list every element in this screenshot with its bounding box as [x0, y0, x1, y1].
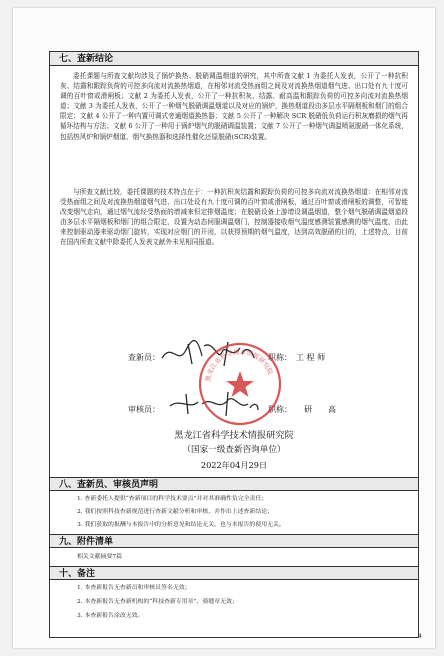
searcher-title: 工 程 师	[296, 353, 326, 362]
institute-name: 黑龙江省科学技术情报研究院	[174, 430, 294, 441]
remark-item: 2. 本查新报告无查新机构的“科技查新专用章”、骑缝章无效；	[77, 599, 238, 605]
section-9-heading: 九、附件清单	[50, 534, 418, 548]
reviewer-title: 研 高	[304, 405, 336, 414]
declaration-item: 2. 我们按照科技查新规范进行查新文献分析和审核，并作出上述查新结论；	[77, 509, 273, 515]
reviewer-label: 审核员：	[128, 405, 160, 414]
remark-item: 1. 本查新报告无查新员和审核员签名无效；	[77, 585, 191, 591]
attachment-item: 相关文献摘要7篇	[77, 554, 122, 560]
section-10-heading: 十、备注	[50, 566, 418, 580]
declaration-item: 1. 查新委托人提供“查新项目的科学技术要点”并对其准确性负完全责任；	[77, 496, 268, 502]
official-seal-stamp	[197, 341, 283, 427]
svg-text:黑龙江省科学技术情报研究院: 黑龙江省科学技术情报研究院	[203, 347, 275, 383]
reviewer-title-label: 职称：	[268, 405, 292, 414]
searcher-title-label: 职称：	[268, 353, 292, 362]
report-date: 2022年04月29日	[200, 460, 268, 470]
searcher-label: 查新员：	[128, 353, 160, 362]
conclusion-paragraph-1: 委托课题与所查文献均涉及了锅炉换热、脱硝调温烟道的研究，其中所查文献 1 为委托人发表，公开了一种抗积灰、结露和跟踪负荷的可控多向流对流换热烟道，在相邻对流受热面组之间及对流换热烟道烟气进、出口处有九十度可调的百叶窗或滑闸板；文献 2 为委托人发表，公开了一种抗积灰、结露、耐高温和跟踪负荷的可控多向流对流换热烟道；文献 3 为委托人发表，公开了一种烟气脱硝调温烟道以及对应的锅炉，换热烟道段由多层水平隔烟板和烟门的组合限定；文献 4 公开了一种内置可调式旁通烟道换热器；文献 5 公开了一种解决 SCR 脱硝低负荷运行积灰磨损的烟气再循环结构与方法；文献 6 公开了一种用于锅炉烟气的脱硝调温装置；文献 7 公开了一种烟气调温喷氨脱硝一体化系统，包括热风炉和锅炉烟道、烟气换热器和选择性催化还原脱硝(SCR)装置。	[60, 72, 408, 141]
conclusion-paragraph-2: 与所查文献比较，委托课题的技术特点在于：一种抗积灰结露和跟踪负荷的可控多向流对流换热烟道：在相邻对流受热面组之间及对流换热烟道烟气进、出口处设有九十度可调的百叶窗或滑闸板，通过百叶窗或滑闸板的调整，可智能改变烟气走向，通过烟气流经受热面的增减来恒定排烟温度；在脱硝设备上游增设调温烟道，整个烟气脱硝调温烟道段由多层水平隔烟板和烟门的组合限定，设置为动态伺服调温烟门，控制器接收烟气温度感测装置感测的烟气温度，由此来控制驱动器来驱动烟门旋转，实现对应烟门的开闭，以获得预期的烟气温度，达到高效脱硝的目的，上述特点，目前在国内所查文献中除委托人发表文献外未见相同报道。	[60, 188, 408, 247]
document-page	[13, 8, 435, 648]
institute-unit-type: （国家一级查新咨询单位）	[182, 445, 286, 455]
report-frame	[49, 51, 419, 638]
page-number: 4	[418, 633, 422, 640]
section-8-heading: 八、查新员、审核员声明	[50, 477, 418, 491]
section-7-heading: 七、查新结论	[50, 52, 418, 66]
declaration-item: 3. 我们获取的报酬与本报告中的分析意见和结论无关，也与本报告的使用无关。	[77, 522, 285, 528]
remark-item: 3. 本查新报告涂改无效。	[77, 613, 144, 619]
